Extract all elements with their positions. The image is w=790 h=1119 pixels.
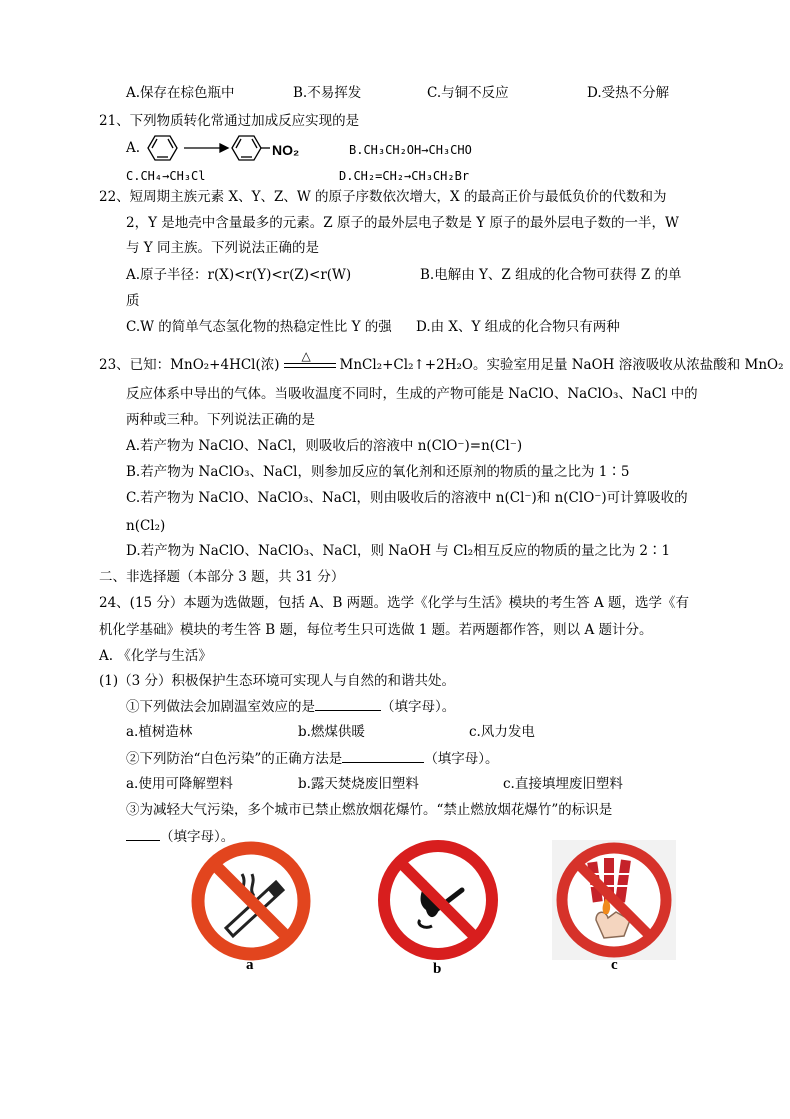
sign-label-b: b [433, 961, 442, 977]
q23-option-a: A.若产物为 NaClO、NaCl，则吸收后的溶液中 n(ClO⁻)=n(Cl⁻) [126, 438, 523, 454]
q21-option-a-product: NO₂ [272, 142, 300, 158]
reaction-arrow-icon [184, 144, 228, 152]
q22-stem-line-1: 22、短周期主族元素 X、Y、Z、W 的原子序数依次增大，X 的最高正价与最低负价的代数和为 [99, 189, 667, 205]
q23-option-c-cont: n(Cl₂) [126, 518, 166, 534]
answer-blank-3[interactable] [126, 826, 160, 841]
sign-label-c: c [611, 957, 618, 973]
q23-equation-right: MnCl₂+Cl₂↑+2H₂O。实验室用足量 NaOH 溶液吸收从浓盐酸和 MnO₂ [339, 357, 784, 373]
q24-item-3-suffix: （填字母）。 [160, 829, 235, 845]
q24-item-1-option-b: b.燃煤供暖 [298, 724, 365, 740]
no-smoking-sign-icon [190, 840, 312, 962]
q23-stem-line-3: 两种或三种。下列说法正确的是 [126, 412, 315, 428]
q22-stem-line-2: 2，Y 是地壳中含量最多的元素。Z 原子的最外层电子数是 Y 原子的最外层电子数的一半，W [126, 215, 679, 231]
q23-stem-line-2: 反应体系中导出的气体。当吸收温度不同时，生成的产物可能是 NaClO、NaClO₃、NaCl 中的 [126, 386, 698, 402]
q22-option-b-cont: 质 [126, 293, 140, 309]
q23-option-c: C.若产物为 NaClO、NaClO₃、NaCl，则由吸收后的溶液中 n(Cl⁻)和 n(ClO⁻)可计算吸收的 [126, 490, 688, 506]
q21-stem: 21、下列物质转化常通过加成反应实现的是 [99, 113, 360, 129]
q24-stem-line-1: 24、(15 分）本题为选做题，包括 A、B 两题。选学《化学与生活》模块的考生答 A 题，选学《有 [99, 595, 689, 611]
q21-option-d: D.CH₂=CH₂→CH₃CH₂Br [339, 169, 470, 183]
q20-option-c: C.与铜不反应 [427, 85, 509, 101]
q24-item-2-option-c: c.直接填埋废旧塑料 [503, 776, 623, 792]
q23-stem-line-1 [99, 349, 784, 375]
q24-item-1-text: ①下列做法会加剧温室效应的是 [126, 699, 315, 715]
q20-option-a: A.保存在棕色瓶中 [126, 85, 235, 101]
q23-option-b: B.若产物为 NaClO₃、NaCl，则参加反应的氧化剂和还原剂的物质的量之比为 1∶5 [126, 464, 630, 480]
q24-part-a-title: A. 《化学与生活》 [99, 648, 212, 664]
q24-stem-line-2: 机化学基础》模块的考生答 B 题，每位考生只可选做 1 题。若两题都作答，则以 A 题计分。 [99, 622, 653, 638]
equals-line [284, 363, 336, 368]
q24-item-2-option-b: b.露天焚烧废旧塑料 [298, 776, 419, 792]
no-open-flame-sign-icon [376, 838, 500, 962]
nitrobenzene-ring-icon [232, 136, 270, 160]
q22-option-a: A.原子半径：r(X)<r(Y)<r(Z)<r(W) [126, 267, 352, 283]
q22-option-d: D.由 X、Y 组成的化合物只有两种 [416, 319, 620, 335]
q24-item-2-text: ②下列防治“白色污染”的正确方法是 [126, 751, 343, 767]
q21-option-c: C.CH₄→CH₃Cl [126, 169, 206, 183]
no-fireworks-sign-icon [552, 840, 676, 960]
q22-option-b: B.电解由 Y、Z 组成的化合物可获得 Z 的单 [420, 267, 682, 283]
q24-item-2-suffix: （填字母）。 [424, 751, 499, 767]
q24-item-2-option-a: a.使用可降解塑料 [126, 776, 233, 792]
q23-equation-left: 23、已知：MnO₂+4HCl(浓) [99, 357, 280, 373]
q24-item-2 [126, 748, 499, 769]
q20-option-d: D.受热不分解 [587, 85, 670, 101]
q22-stem-line-3: 与 Y 同主族。下列说法正确的是 [126, 240, 319, 256]
sign-label-a: a [246, 957, 254, 973]
answer-blank-2[interactable] [342, 748, 424, 763]
q20-option-b: B.不易挥发 [293, 85, 362, 101]
q24-item-1-suffix: （填字母）。 [381, 699, 456, 715]
q24-item-1-option-a: a.植树造林 [126, 724, 193, 740]
q22-option-c: C.W 的简单气态氢化物的热稳定性比 Y 的强 [126, 319, 392, 335]
delta-symbol: △ [301, 349, 311, 363]
q24-item-1 [126, 696, 455, 717]
q24-item-1-option-c: c.风力发电 [469, 724, 535, 740]
q21-option-a-label: A. [126, 140, 141, 156]
q21-option-b: B.CH₃CH₂OH→CH₃CHO [349, 143, 472, 157]
q24-sub-question-1: (1)（3 分）积极保护生态环境可实现人与自然的和谐共处。 [99, 673, 456, 689]
answer-blank-1[interactable] [315, 696, 381, 711]
heat-condition [280, 349, 340, 375]
q24-item-3: ③为减轻大气污染，多个城市已禁止燃放烟花爆竹。“禁止燃放烟花爆竹”的标识是 [126, 802, 613, 818]
q23-option-d: D.若产物为 NaClO、NaClO₃、NaCl，则 NaOH 与 Cl₂相互反应的物质的量之比为 2∶1 [126, 543, 671, 559]
benzene-ring-icon [148, 136, 177, 160]
section-heading: 二、非选择题（本部分 3 题，共 31 分） [99, 569, 345, 585]
